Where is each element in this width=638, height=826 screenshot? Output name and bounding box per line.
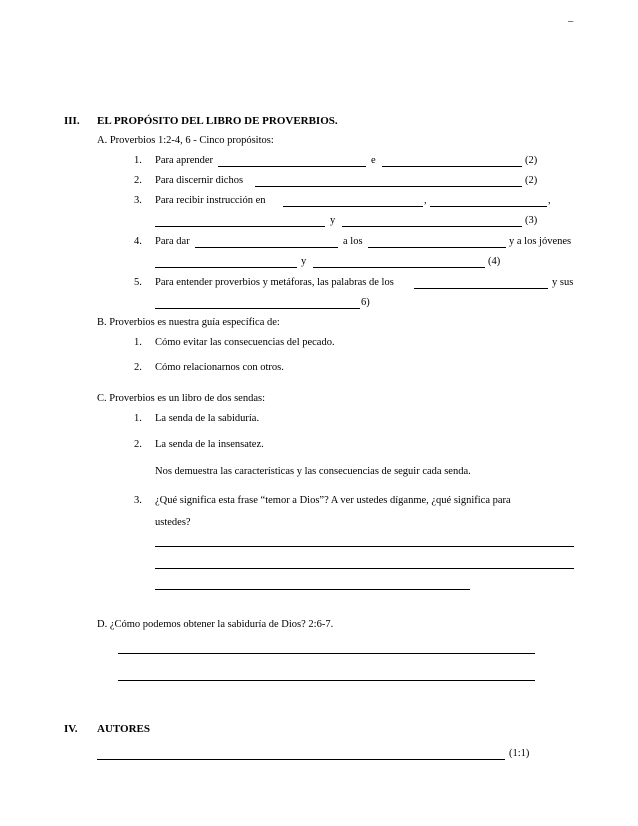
item-a4-blank-1[interactable] bbox=[195, 237, 338, 248]
item-a4-blank-2[interactable] bbox=[368, 237, 506, 248]
item-a2-text: Para discernir dichos bbox=[155, 175, 244, 186]
section-4-ref: (1:1) bbox=[509, 748, 530, 759]
item-a3-blank-3[interactable] bbox=[155, 216, 325, 227]
item-a3-mid: y bbox=[330, 215, 336, 226]
answer-line[interactable] bbox=[155, 589, 470, 590]
item-a5-number: 5. bbox=[134, 277, 142, 288]
item-b1-text: Cómo evitar las consecuencias del pecado. bbox=[155, 337, 335, 348]
item-a4-mid-2: y a los jóvenes bbox=[509, 236, 572, 247]
item-b1-number: 1. bbox=[134, 337, 142, 348]
answer-line[interactable] bbox=[118, 680, 535, 681]
item-a3-ref: (3) bbox=[525, 215, 538, 226]
item-a1-blank-2[interactable] bbox=[382, 156, 522, 167]
item-b2-number: 2. bbox=[134, 362, 142, 373]
item-a5-blank-2[interactable] bbox=[155, 298, 360, 309]
item-a3-blank-4[interactable] bbox=[342, 216, 522, 227]
answer-line[interactable] bbox=[118, 653, 535, 654]
item-c1-text: La senda de la sabiduría. bbox=[155, 413, 260, 424]
section-4-number: IV. bbox=[64, 723, 78, 735]
item-a1-mid: e bbox=[371, 155, 376, 166]
item-c2-number: 2. bbox=[134, 439, 142, 450]
item-c3-question-cont: ustedes? bbox=[155, 517, 191, 528]
item-b2-text: Cómo relacionarnos con otros. bbox=[155, 362, 284, 373]
item-a5-blank-1[interactable] bbox=[414, 278, 548, 289]
item-a2-blank[interactable] bbox=[255, 176, 522, 187]
item-a4-number: 4. bbox=[134, 236, 142, 247]
subsection-d-heading: D. ¿Cómo podemos obtener la sabiduría de Dios? 2:6-7. bbox=[97, 619, 334, 630]
item-a3-comma-1: , bbox=[424, 195, 427, 206]
page-mark: – bbox=[568, 16, 574, 27]
answer-line[interactable] bbox=[97, 759, 505, 760]
subsection-a-heading: A. Proverbios 1:2-4, 6 - Cinco propósitos: bbox=[97, 135, 274, 146]
item-a2-number: 2. bbox=[134, 175, 142, 186]
answer-line[interactable] bbox=[155, 546, 574, 547]
subsection-b-heading: B. Proverbios es nuestra guía específica de: bbox=[97, 317, 280, 328]
item-a4-text: Para dar bbox=[155, 236, 190, 247]
item-a1-ref: (2) bbox=[525, 155, 538, 166]
item-a3-blank-1[interactable] bbox=[283, 196, 423, 207]
item-a3-comma-2: , bbox=[548, 195, 551, 206]
item-a5-ref: 6) bbox=[361, 297, 370, 308]
item-a3-blank-2[interactable] bbox=[430, 196, 547, 207]
item-a1-blank-1[interactable] bbox=[218, 156, 366, 167]
item-c3-number: 3. bbox=[134, 495, 142, 506]
item-a1-number: 1. bbox=[134, 155, 142, 166]
answer-line[interactable] bbox=[155, 568, 574, 569]
item-c3-question: ¿Qué significa esta frase “temor a Dios”? A ver ustedes díganme, ¿qué significa para bbox=[155, 495, 511, 506]
item-a3-number: 3. bbox=[134, 195, 142, 206]
item-a4-ref: (4) bbox=[488, 256, 501, 267]
item-c1-number: 1. bbox=[134, 413, 142, 424]
item-a4-blank-4[interactable] bbox=[313, 257, 485, 268]
item-a3-text: Para recibir instrucción en bbox=[155, 195, 266, 206]
item-a5-text: Para entender proverbios y metáforas, las palabras de los bbox=[155, 277, 394, 288]
section-3-title: EL PROPÓSITO DEL LIBRO DE PROVERBIOS. bbox=[97, 115, 338, 127]
section-4-title: AUTORES bbox=[97, 723, 150, 735]
item-c2-text: La senda de la insensatez. bbox=[155, 439, 264, 450]
item-a1-text: Para aprender bbox=[155, 155, 214, 166]
section-3-number: III. bbox=[64, 115, 80, 127]
subsection-c-heading: C. Proverbios es un libro de dos sendas: bbox=[97, 393, 265, 404]
item-a4-mid-1: a los bbox=[343, 236, 363, 247]
item-a2-ref: (2) bbox=[525, 175, 538, 186]
item-a5-mid: y sus bbox=[552, 277, 574, 288]
item-a4-mid-3: y bbox=[301, 256, 307, 267]
item-c2-note: Nos demuestra las características y las consecuencias de seguir cada senda. bbox=[155, 466, 471, 477]
item-a4-blank-3[interactable] bbox=[155, 257, 297, 268]
